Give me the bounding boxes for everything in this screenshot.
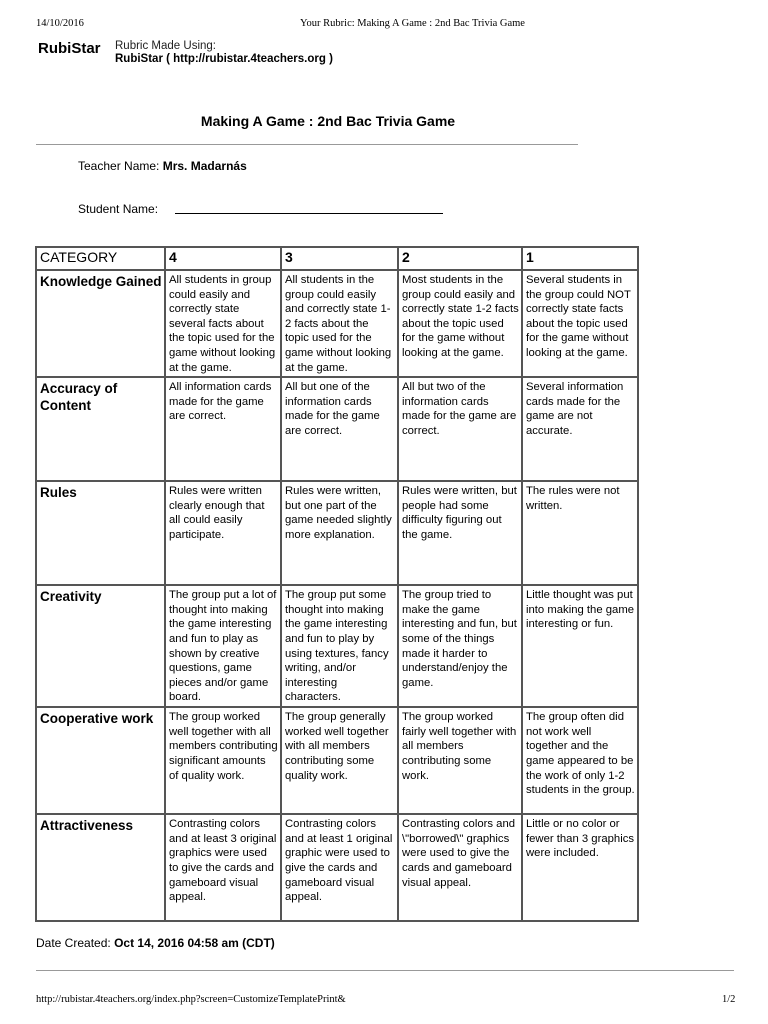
table-cell: Contrasting colors and at least 1 original graphic were used to give the cards and gameboard visual appeal.: [281, 814, 398, 921]
category-cell: Accuracy of Content: [36, 377, 165, 481]
divider: [36, 144, 578, 145]
table-cell: All students in group could easily and correctly state several facts about the topic used for the game without looking at the game.: [165, 270, 281, 377]
page-title: Making A Game : 2nd Bac Trivia Game: [200, 113, 456, 129]
table-row: [36, 270, 638, 377]
table-cell: All but two of the information cards made for the game are correct.: [398, 377, 522, 481]
brand-logo: RubiStar: [38, 40, 101, 57]
table-row: [36, 481, 638, 585]
table-cell: The group put a lot of thought into making the game interesting and fun to play as shown by creative questions, game pieces and/or game board.: [165, 585, 281, 707]
table-cell: Rules were written clearly enough that all could easily participate.: [165, 481, 281, 585]
table-cell: All students in the group could easily and correctly state 1-2 facts about the topic used for the game without looking at the game.: [281, 270, 398, 377]
table-cell: Rules were written, but one part of the game needed slightly more explanation.: [281, 481, 398, 585]
table-row: [36, 814, 638, 921]
table-cell: Several information cards made for the game are not accurate.: [522, 377, 638, 481]
table-cell: All but one of the information cards made for the game are correct.: [281, 377, 398, 481]
teacher-name: Mrs. Madarnás: [162, 159, 247, 173]
table-cell: The group worked well together with all members contributing significant amounts of quality work.: [165, 707, 281, 814]
category-cell: Rules: [36, 481, 165, 585]
table-cell: The group worked fairly well together with all members contributing some work.: [398, 707, 522, 814]
table-cell: The rules were not written.: [522, 481, 638, 585]
table-cell: Little or no color or fewer than 3 graphics were included.: [522, 814, 638, 921]
table-header-row: [36, 247, 638, 270]
table-cell: The group put some thought into making the game interesting and fun to play by using textures, fancy writing, and/or interesting characters.: [281, 585, 398, 707]
header-category: CATEGORY: [36, 247, 165, 270]
table-cell: The group generally worked well together with all members contributing some quality work.: [281, 707, 398, 814]
teacher-label: Teacher Name:: [78, 159, 160, 173]
divider: [36, 970, 734, 971]
table-cell: Rules were written, but people had some difficulty figuring out the game.: [398, 481, 522, 585]
date-created: [36, 936, 275, 950]
print-date: 14/10/2016: [36, 18, 84, 29]
header-level-3: 3: [281, 247, 398, 270]
category-cell: Knowledge Gained: [36, 270, 165, 377]
table-cell: Most students in the group could easily and correctly state 1-2 facts about the topic used for the game without looking at the game.: [398, 270, 522, 377]
student-label: Student Name:: [78, 202, 159, 216]
teacher-name-row: [78, 159, 247, 173]
table-row: [36, 377, 638, 481]
header-level-1: 1: [522, 247, 638, 270]
table-row: [36, 707, 638, 814]
made-using-link[interactable]: RubiStar ( http://rubistar.4teachers.org ): [115, 53, 333, 65]
category-cell: Creativity: [36, 585, 165, 707]
table-row: [36, 585, 638, 707]
student-name-blank: [175, 213, 443, 214]
table-cell: The group tried to make the game interesting and fun, but some of the things made it harder to understand/enjoy the game.: [398, 585, 522, 707]
rubric-table: [35, 246, 639, 922]
header-level-2: 2: [398, 247, 522, 270]
print-title: Your Rubric: Making A Game : 2nd Bac Trivia Game: [300, 18, 525, 29]
made-using-label: Rubric Made Using:: [115, 40, 216, 52]
date-created-label: Date Created:: [36, 936, 111, 950]
header-level-4: 4: [165, 247, 281, 270]
date-created-value: Oct 14, 2016 04:58 am (CDT): [114, 936, 275, 950]
footer-url: http://rubistar.4teachers.org/index.php?screen=CustomizeTemplatePrint&: [36, 994, 346, 1005]
table-cell: All information cards made for the game are correct.: [165, 377, 281, 481]
category-cell: Attractiveness: [36, 814, 165, 921]
category-cell: Cooperative work: [36, 707, 165, 814]
table-cell: Little thought was put into making the game interesting or fun.: [522, 585, 638, 707]
page-number: 1/2: [722, 994, 736, 1005]
table-cell: The group often did not work well together and the game appeared to be the work of only 1-2 students in the group.: [522, 707, 638, 814]
table-cell: Contrasting colors and at least 3 original graphics were used to give the cards and gameboard visual appeal.: [165, 814, 281, 921]
table-cell: Several students in the group could NOT correctly state facts about the topic used for the game without looking at the game.: [522, 270, 638, 377]
table-cell: Contrasting colors and \"borrowed\" graphics were used to give the cards and gameboard visual appeal.: [398, 814, 522, 921]
